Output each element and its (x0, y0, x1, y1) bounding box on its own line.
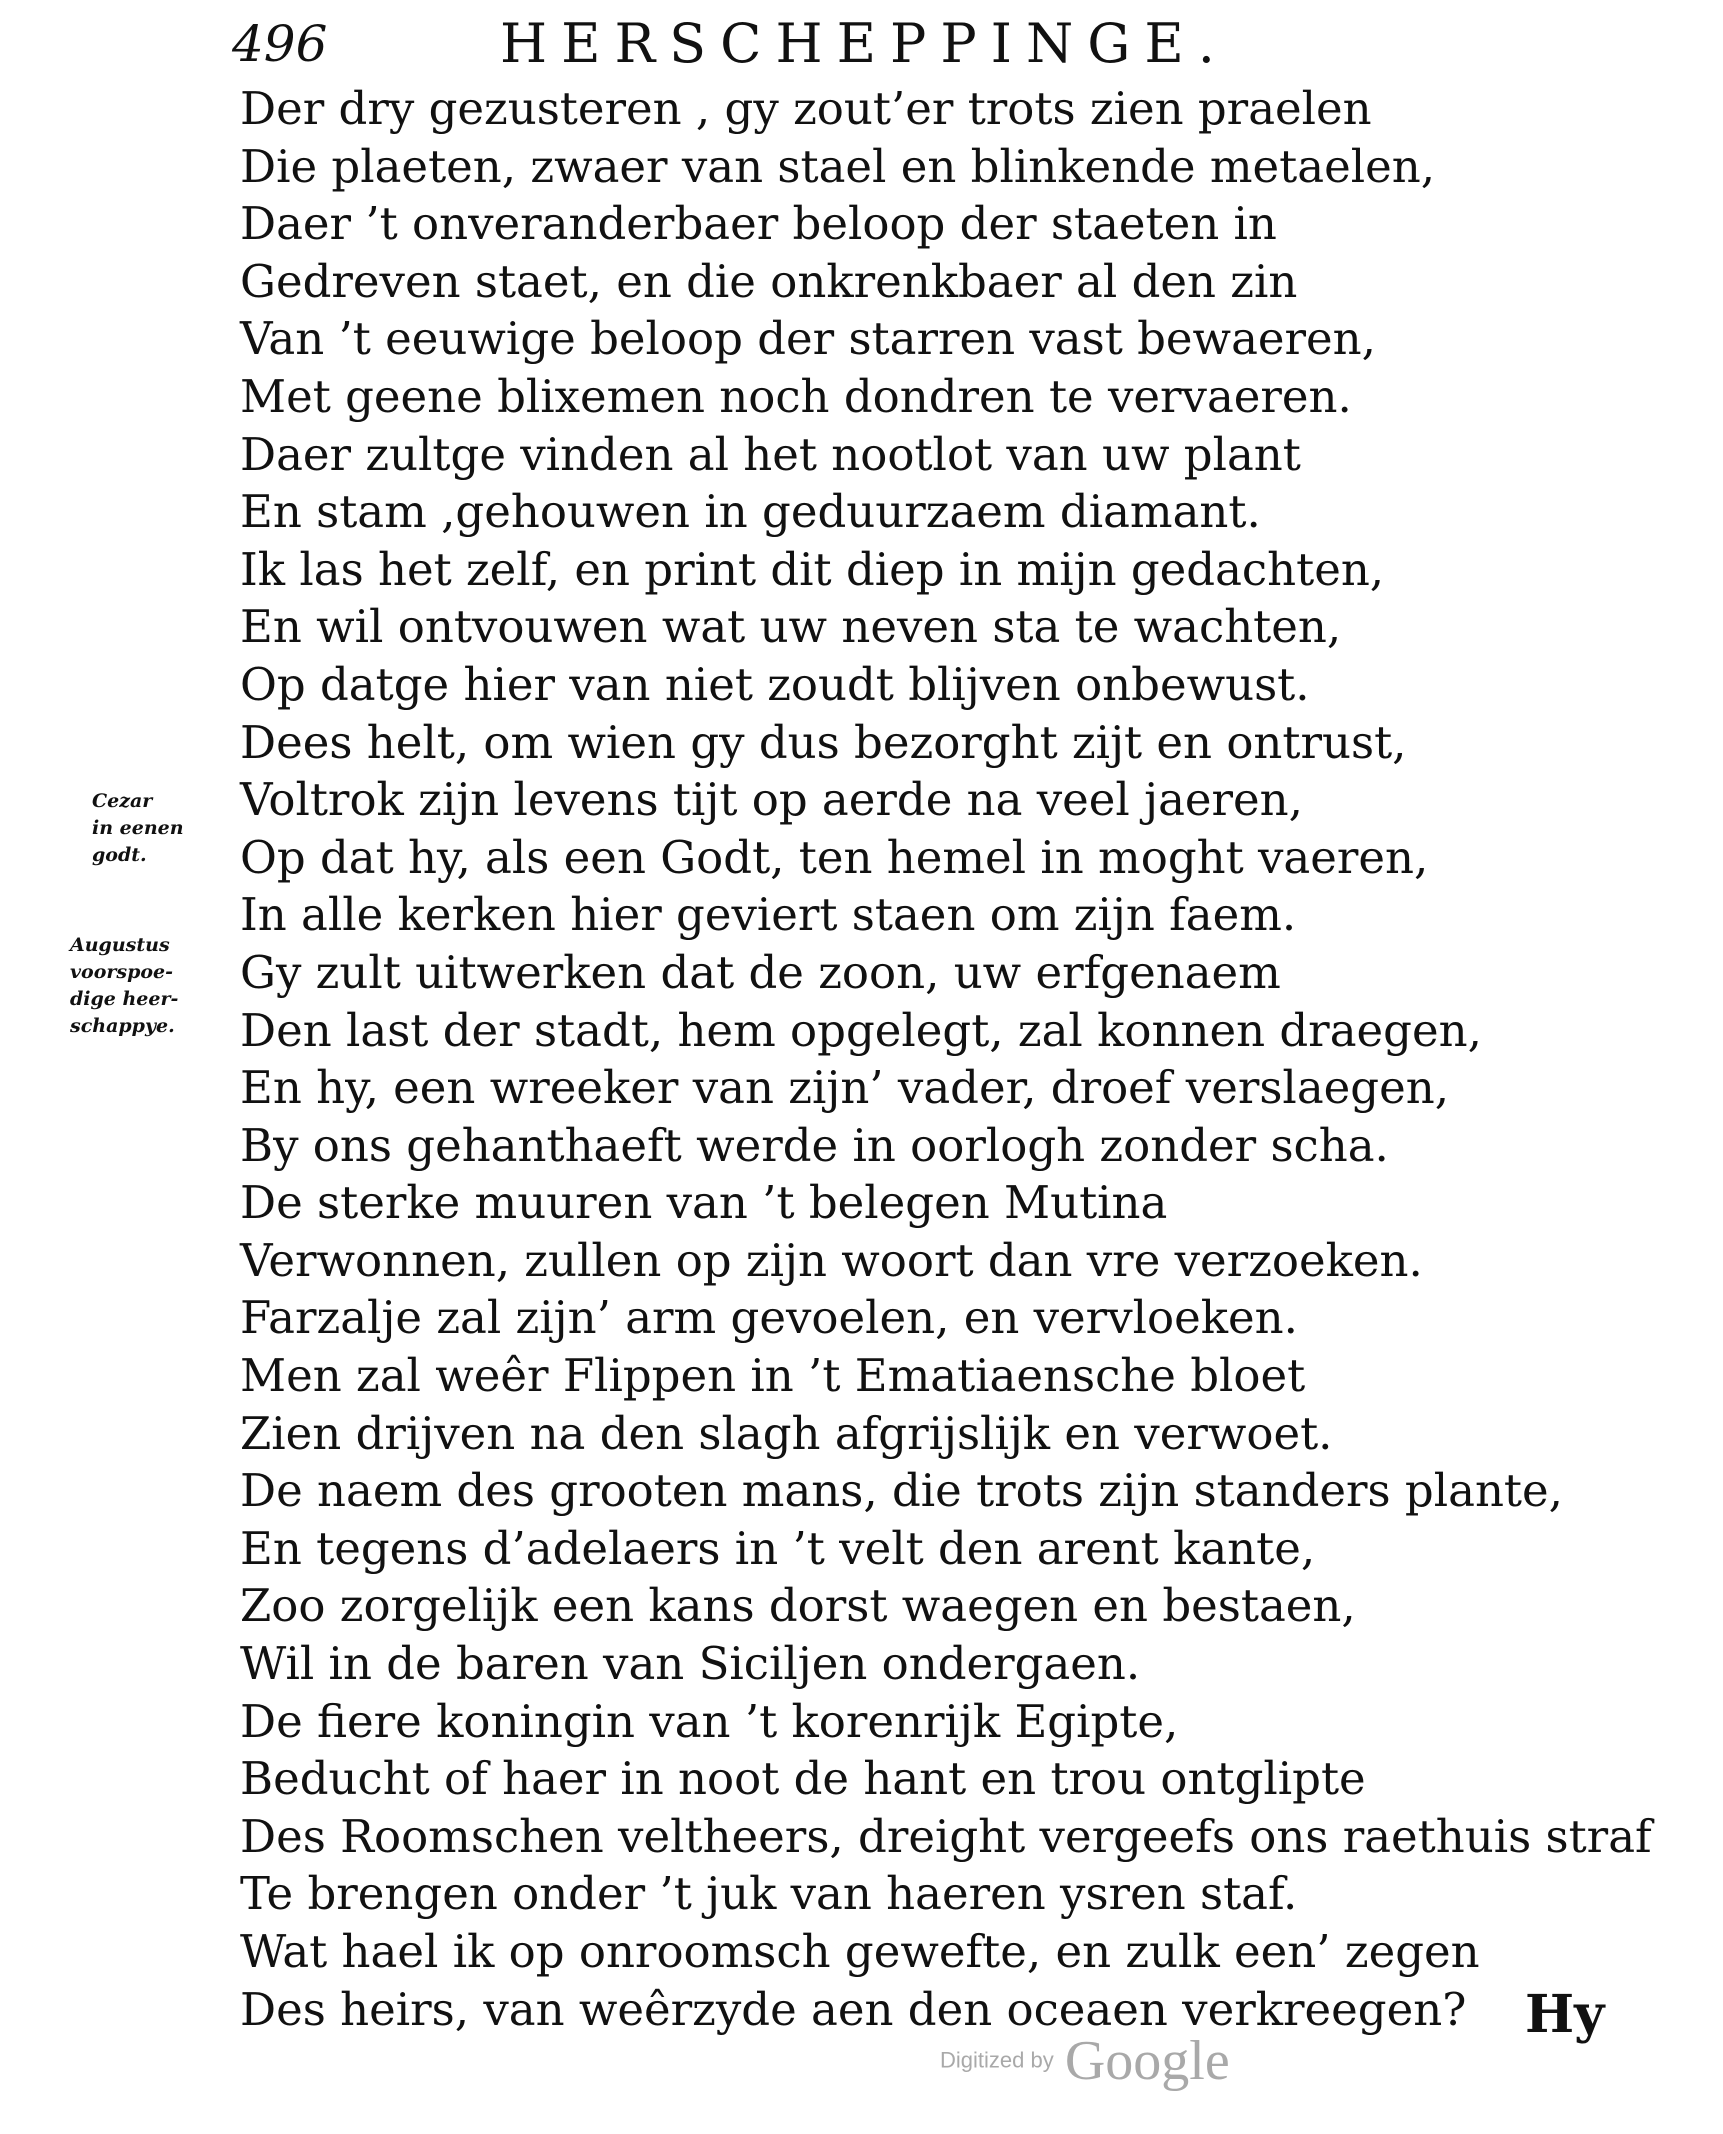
verse-line: Daer ’t onveranderbaer beloop der staeten in (240, 197, 1277, 251)
verse-line: Der dry gezusteren , gy zout’er trots zien praelen (240, 82, 1372, 135)
verse-line: Die plaeten, zwaer van stael en blinkende metaelen, (240, 139, 1436, 193)
running-head: HERSCHEPPINGE. (500, 12, 1229, 75)
catchword: Hy (1525, 1984, 1605, 2045)
verse-line: Gedreven staet, en die onkrenkbaer al den zin (240, 254, 1298, 308)
verse-line: Verwonnen, zullen op zijn woort dan vre verzoeken. (240, 1233, 1423, 1287)
verse-line: En tegens d’adelaers in ’t velt den arent kante, (240, 1521, 1316, 1575)
verse-line: De sterke muuren van ’t belegen Mutina (240, 1176, 1168, 1230)
verse-line: Daer zultge vinden al het nootlot van uw plant (240, 427, 1301, 481)
margin-note-line: in eenen (92, 817, 184, 839)
margin-note-caesar (92, 788, 184, 869)
verse-line: En hy, een wreeker van zijn’ vader, droef verslaegen, (240, 1061, 1450, 1115)
verse-line: En stam ,gehouwen in geduurzaem diamant. (240, 485, 1261, 539)
margin-note-line: voorspoe- (70, 961, 174, 983)
verse-line: Dees helt, om wien gy dus bezorght zijt en ontrust, (240, 715, 1407, 769)
digitized-watermark (940, 2030, 1230, 2091)
margin-note-line: Augustus (70, 934, 170, 956)
verse-line: In alle kerken hier geviert staen om zijn faem. (240, 888, 1297, 942)
google-logo: Google (1064, 2029, 1230, 2092)
margin-note-line: godt. (92, 844, 147, 866)
margin-note-line: Cezar (92, 790, 153, 812)
verse-line: Voltrok zijn levens tijt op aerde na veel jaeren, (240, 773, 1303, 827)
verse-line: By ons gehanthaeft werde in oorlogh zonder scha. (240, 1118, 1389, 1172)
verse-line: De naem des grooten mans, die trots zijn standers plante, (240, 1464, 1563, 1518)
verse-line: Gy zult uitwerken dat de zoon, uw erfgenaem (240, 945, 1281, 999)
verse-line: Des heirs, van weêrzyde aen den oceaen verkreegen? (240, 1982, 1467, 2036)
margin-note-line: schappye. (70, 1015, 175, 1037)
verse-line: Ik las het zelf, en print dit diep in mijn gedachten, (240, 542, 1385, 596)
verse-line: Wil in de baren van Siciljen ondergaen. (240, 1637, 1141, 1691)
verse-line: En wil ontvouwen wat uw neven sta te wachten, (240, 600, 1342, 654)
margin-note-line: dige heer- (70, 988, 179, 1010)
verse-line: Op datge hier van niet zoudt blijven onbewust. (240, 657, 1310, 711)
verse-line: De fiere koningin van ’t korenrijk Egipte, (240, 1694, 1179, 1748)
verse-line: Te brengen onder ’t juk van haeren ysren staf. (240, 1867, 1298, 1921)
verse-line: Men zal weêr Flippen in ’t Ematiaensche bloet (240, 1349, 1306, 1403)
verse-line: Zien drijven na den slagh afgrijslijk en verwoet. (240, 1406, 1333, 1460)
verse-line: Met geene blixemen noch dondren te vervaeren. (240, 369, 1352, 423)
margin-note-augustus (70, 932, 178, 1040)
verse-line: Van ’t eeuwige beloop der starren vast bewaeren, (240, 312, 1376, 366)
verse-line: Farzalje zal zijn’ arm gevoelen, en vervloeken. (240, 1291, 1298, 1345)
digitized-prefix: Digitized by (940, 2047, 1054, 2073)
page-number: 496 (232, 15, 328, 73)
verse-line: Des Roomschen veltheers, dreight vergeefs ons raethuis straf (240, 1809, 1652, 1863)
verse-line: Zoo zorgelijk een kans dorst waegen en bestaen, (240, 1579, 1356, 1633)
verse-block (240, 80, 1652, 2038)
verse-line: Beducht of haer in noot de hant en trou ontglipte (240, 1752, 1366, 1806)
verse-line: Den last der stadt, hem opgelegt, zal konnen draegen, (240, 1003, 1482, 1057)
verse-line: Op dat hy, als een Godt, ten hemel in moght vaeren, (240, 830, 1429, 884)
verse-line: Wat hael ik op onroomsch gewefte, en zulk een’ zegen (240, 1925, 1480, 1978)
